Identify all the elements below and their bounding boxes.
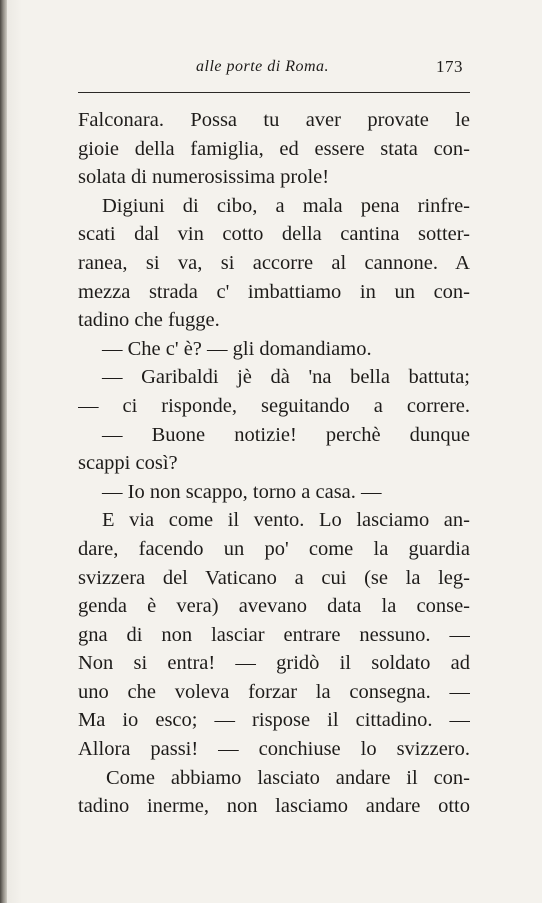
text-line: scappi così? (78, 452, 178, 475)
text-line: tadino che fugge. (78, 309, 220, 332)
text-line: gioie della famiglia, ed essere stata con- (78, 137, 470, 160)
text-line: gna di non lasciar entrare nessuno. — (78, 623, 470, 646)
text-line: scati dal vin cotto della cantina sotter- (78, 223, 470, 246)
text-line: mezza strada c' imbattiamo in un con- (78, 280, 470, 303)
text-line: — ci risponde, seguitando a correre. (78, 394, 470, 417)
running-title: alle porte di Roma. (196, 58, 330, 75)
text-line: ranea, si va, si accorre al cannone. A (78, 251, 470, 274)
text-line: E via come il vento. Lo lasciamo an- (102, 509, 470, 532)
text-line: uno che voleva forzar la consegna. — (78, 680, 470, 703)
text-line: Digiuni di cibo, a mala pena rinfre- (102, 194, 470, 217)
text-line: svizzera del Vaticano a cui (se la leg- (78, 566, 470, 589)
text-line: — Io non scappo, torno a casa. — (102, 480, 382, 503)
text-line: Ma io esco; — rispose il cittadino. — (78, 709, 470, 732)
body-text (78, 106, 470, 821)
text-line: — Buone notizie! perchè dunque (102, 423, 470, 446)
text-line: Allora passi! — conchiuse lo svizzero. (78, 738, 470, 761)
text-line: Falconara. Possa tu aver provate le (78, 109, 470, 131)
text-line: Non si entra! — gridò il soldato ad (78, 652, 470, 675)
page-binding-edge (0, 0, 7, 903)
header-rule (78, 92, 470, 93)
text-line: genda è vera) avevano data la conse- (78, 595, 470, 618)
text-line: dare, facendo un po' come la guardia (78, 537, 470, 560)
text-line: solata di numerosissima prole! (78, 166, 330, 189)
page-number: 173 (436, 57, 463, 76)
text-line: tadino inerme, non lasciamo andare otto (78, 795, 470, 818)
text-line: — Che c' è? — gli domandiamo. (102, 337, 372, 360)
text-line: — Garibaldi jè dà 'na bella battuta; (102, 366, 470, 389)
text-line: Come abbiamo lasciato andare il con- (106, 766, 470, 789)
